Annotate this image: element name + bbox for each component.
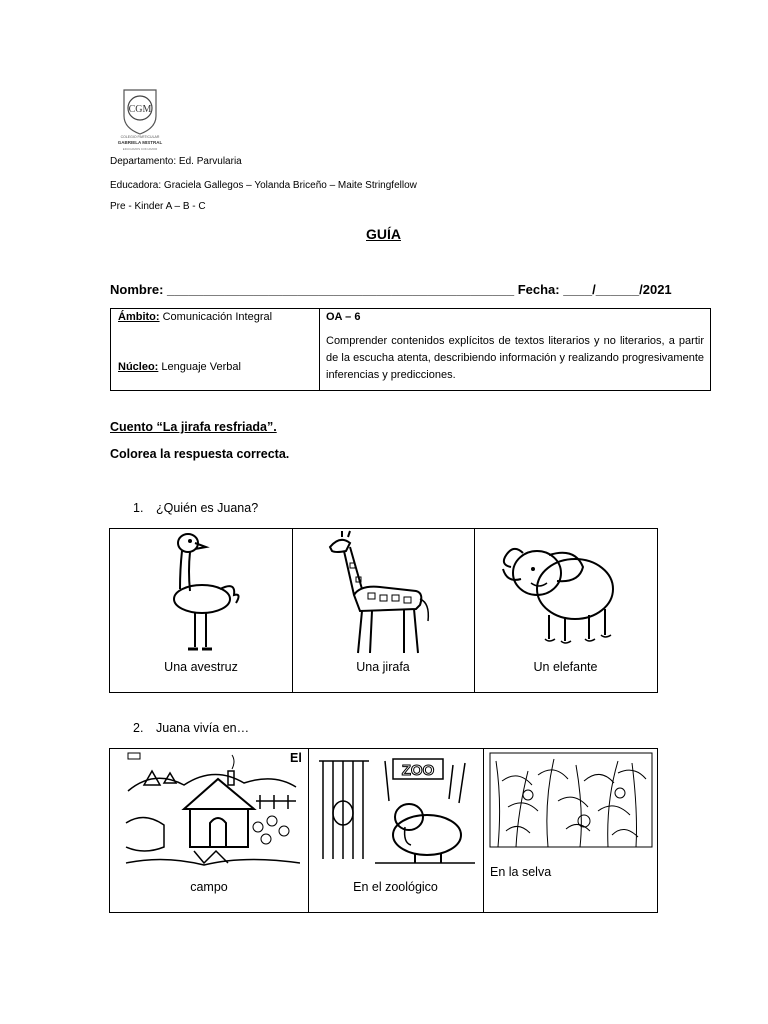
question-2-table <box>109 748 658 913</box>
school-logo <box>112 86 172 154</box>
info-table <box>110 308 711 391</box>
question-2-text: Juana vivía en… <box>156 721 250 735</box>
department-text: Departamento: Ed. Parvularia <box>110 156 242 167</box>
svg-text:ZOO: ZOO <box>401 762 435 779</box>
ostrich-icon[interactable] <box>150 529 250 659</box>
option-zoologico[interactable]: En el zoológico <box>353 880 438 894</box>
jungle-scene-icon[interactable] <box>488 751 654 851</box>
giraffe-icon[interactable] <box>320 529 440 659</box>
elephant-icon[interactable] <box>493 539 623 649</box>
story-title: Cuento “La jirafa resfriada”. <box>110 420 277 434</box>
option-campo-prefix[interactable]: El <box>290 751 302 765</box>
svg-text:EDUCAMOS CON AMOR: EDUCAMOS CON AMOR <box>122 147 158 151</box>
question-1-number: 1. <box>133 501 144 515</box>
question-1-text: ¿Quién es Juana? <box>156 501 259 515</box>
educators-text: Educadora: Graciela Gallegos – Yolanda Briceño – Maite Stringfellow <box>110 180 417 191</box>
svg-text:CGM: CGM <box>128 104 152 115</box>
svg-text:COLEGIO PARTICULAR: COLEGIO PARTICULAR <box>120 135 160 139</box>
question-2-number: 2. <box>133 721 144 735</box>
option-avestruz[interactable]: Una avestruz <box>164 660 238 674</box>
level-text: Pre - Kinder A – B - C <box>110 201 206 212</box>
nucleo-cell: Núcleo: Lenguaje Verbal <box>118 361 241 373</box>
option-selva[interactable]: En la selva <box>490 865 552 879</box>
option-campo[interactable]: campo <box>190 880 228 894</box>
question-1-table <box>109 528 658 693</box>
oa-label: OA – 6 <box>326 311 361 323</box>
instruction-text: Colorea la respuesta correcta. <box>110 447 290 461</box>
name-date-line: Nombre: ________________________________________________ Fecha: ____/______/2021 <box>110 282 672 297</box>
countryside-scene-icon[interactable] <box>124 751 300 869</box>
ambito-cell: Ámbito: Comunicación Integral <box>118 311 273 323</box>
option-elefante[interactable]: Un elefante <box>533 660 598 674</box>
page-title: GUÍA <box>366 226 401 242</box>
zoo-scene-icon[interactable] <box>315 751 479 869</box>
svg-text:GABRIELA MISTRAL: GABRIELA MISTRAL <box>117 140 163 145</box>
objective-text: Comprender contenidos explícitos de textos literarios y no literarios, a partir de la escucha atenta, describiendo información y realizando progresivamente inferencias y predicciones. <box>326 335 704 381</box>
option-jirafa[interactable]: Una jirafa <box>356 660 410 674</box>
